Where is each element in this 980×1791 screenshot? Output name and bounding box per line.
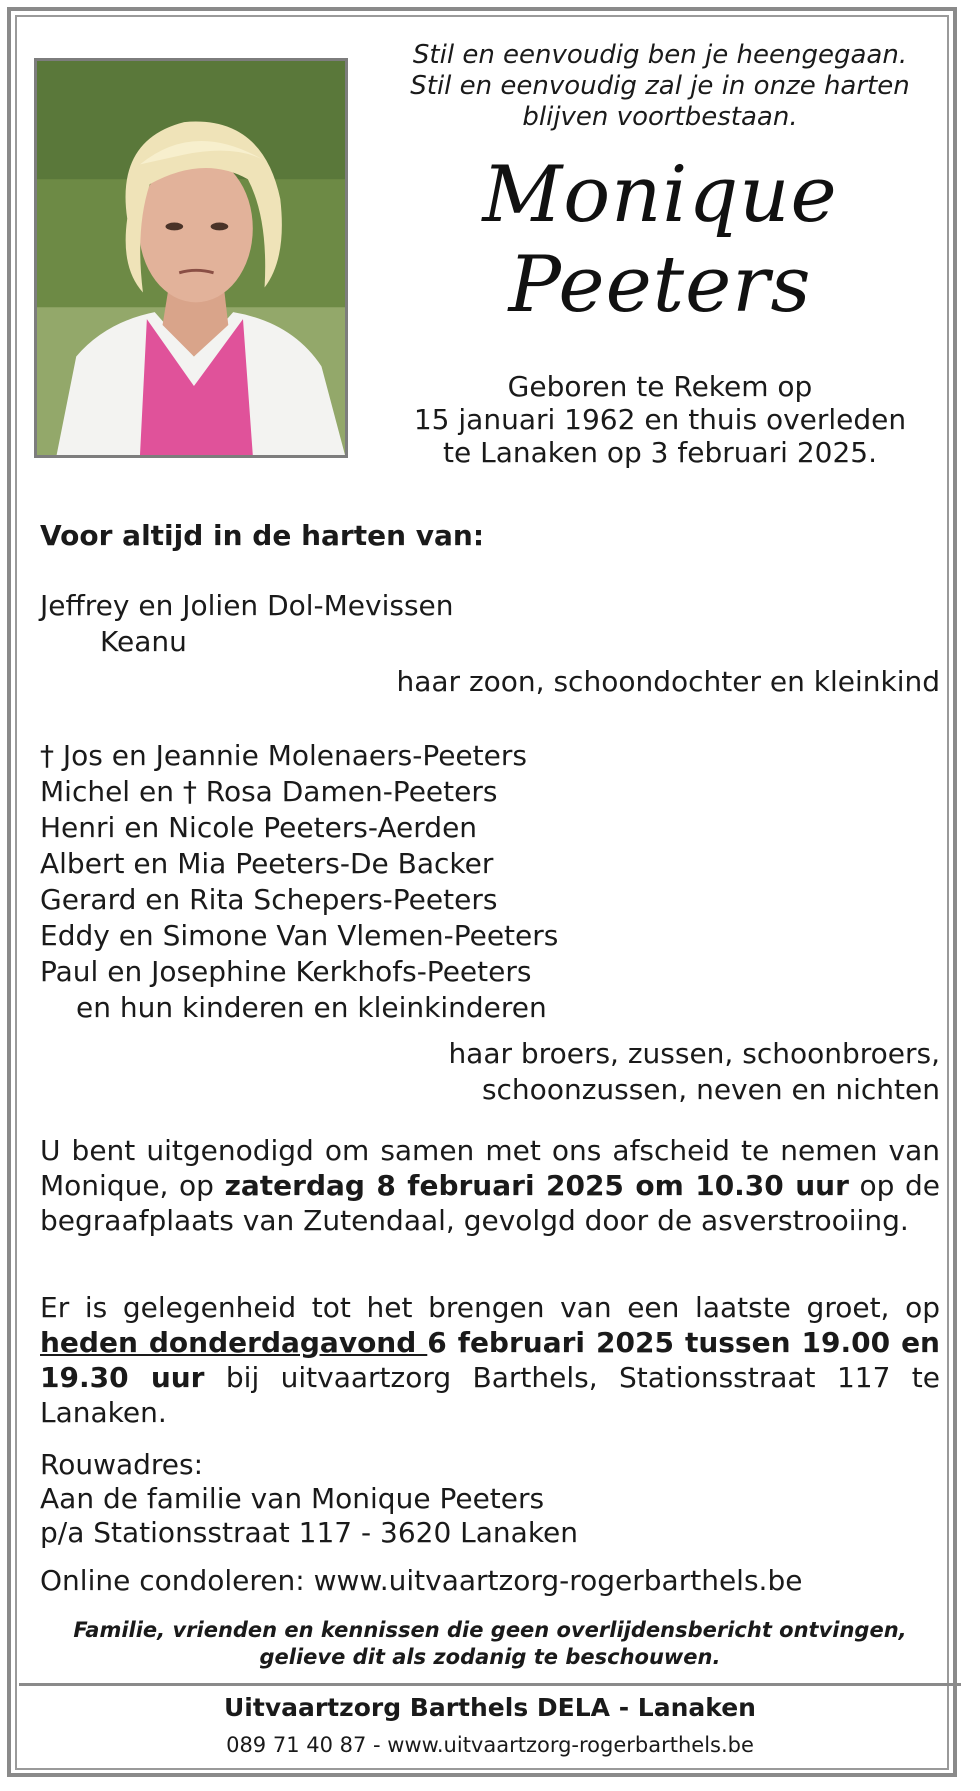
deceased-name — [370, 150, 950, 330]
note-line: gelieve dit als zodanig te beschouwen. — [259, 1645, 721, 1669]
portrait-photo — [34, 58, 348, 458]
last-name: Peeters — [508, 240, 812, 330]
address-line: p/a Stationsstraat 117 - 3620 Lanaken — [40, 1516, 579, 1549]
family-member: Albert en Mia Peeters-De Backer — [40, 847, 494, 880]
family-heading: Voor altijd in de harten van: — [40, 519, 485, 552]
family-member: Keanu — [100, 625, 187, 658]
birth-death-info — [370, 370, 950, 469]
poem-line: Stil en eenvoudig ben je heengegaan. — [412, 40, 908, 70]
viewing-date: 6 februari 2025 tussen 19.00 en 19.30 uur — [40, 1326, 940, 1394]
family-group-son — [40, 588, 940, 700]
family-group-siblings — [40, 738, 940, 1108]
address-label: Rouwadres: — [40, 1448, 204, 1481]
note-line: Familie, vrienden en kennissen die geen overlijdensbericht ontvingen, — [73, 1618, 907, 1642]
poem-line: Stil en eenvoudig zal je in onze harten — [410, 71, 910, 101]
family-relation: haar zoon, schoondochter en kleinkind — [396, 665, 940, 698]
online-condolences[interactable]: Online condoleren: www.uitvaartzorg-rogerbarthels.be — [40, 1564, 803, 1597]
viewing-info — [40, 1290, 940, 1430]
invitation-text: U bent uitgenodigd om samen met ons afscheid te nemen van Monique, op — [40, 1134, 940, 1202]
birth-death-line: 15 januari 1962 en thuis overleden — [413, 403, 907, 436]
invitation-text: op de begraafplaats van Zutendaal, gevolgd door de asverstrooiing. — [40, 1169, 940, 1237]
funeral-invitation — [40, 1133, 940, 1238]
first-name: Monique — [482, 150, 838, 240]
mourning-address — [40, 1448, 940, 1550]
portrait-illustration — [37, 61, 345, 455]
birth-death-line: Geboren te Rekem op — [507, 370, 813, 403]
notice-note — [40, 1617, 940, 1671]
footer-contact[interactable]: 089 71 40 87 - www.uitvaartzorg-rogerbarthels.be — [226, 1733, 754, 1757]
address-line: Aan de familie van Monique Peeters — [40, 1482, 545, 1515]
family-member: Gerard en Rita Schepers-Peeters — [40, 883, 498, 916]
funeral-date: zaterdag 8 februari 2025 om 10.30 uur — [224, 1169, 849, 1202]
family-children: en hun kinderen en kleinkinderen — [76, 991, 547, 1024]
footer-divider — [19, 1683, 961, 1686]
family-relation: haar broers, zussen, schoonbroers, — [448, 1037, 940, 1070]
family-member: Michel en † Rosa Damen-Peeters — [40, 775, 498, 808]
viewing-day: heden donderdagavond — [40, 1326, 428, 1359]
family-relation: schoonzussen, neven en nichten — [481, 1073, 940, 1106]
viewing-text: bij uitvaartzorg Barthels, Stationsstraat 117 te Lanaken. — [40, 1361, 940, 1429]
poem-line: blijven voortbestaan. — [522, 102, 798, 132]
family-member: † Jos en Jeannie Molenaers-Peeters — [40, 739, 527, 772]
family-member: Jeffrey en Jolien Dol-Mevissen — [40, 589, 454, 622]
family-member: Eddy en Simone Van Vlemen-Peeters — [40, 919, 559, 952]
viewing-text: Er is gelegenheid tot het brengen van een laatste groet, op — [40, 1291, 940, 1324]
birth-death-line: te Lanaken op 3 februari 2025. — [443, 436, 877, 469]
family-member: Paul en Josephine Kerkhofs-Peeters — [40, 955, 532, 988]
family-member: Henri en Nicole Peeters-Aerden — [40, 811, 478, 844]
footer-title: Uitvaartzorg Barthels DELA - Lanaken — [224, 1693, 756, 1722]
poem — [370, 40, 950, 133]
